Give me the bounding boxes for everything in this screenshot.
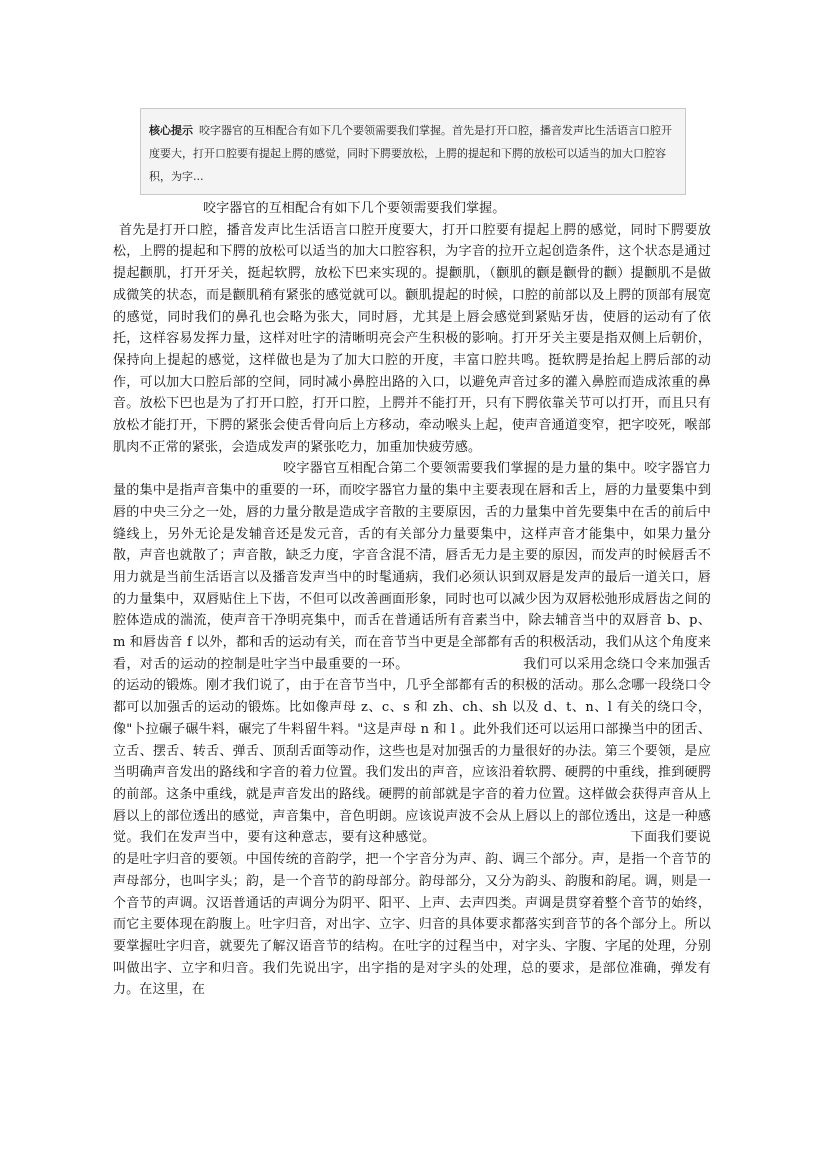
summary-text: 咬字器官的互相配合有如下几个要领需要我们掌握。首先是打开口腔，播音发声比生活语言口腔开度要大，打开口腔要有提起上腭的感觉，同时下腭要放松，上腭的提起和下腭的放松可以适当的加大口腔容积，为字... — [149, 124, 672, 183]
summary-label: 核心提示 — [149, 124, 193, 137]
paragraph-1: 首先是打开口腔，播音发声比生活语言口腔开度要大，打开口腔要有提起上腭的感觉，同时下腭要放松，上腭的提起和下腭的放松可以适当的加大口腔容积，为字音的拉开立起创造条件，这个状态是通过提起颧肌，打开牙关，挺起软腭，放松下巴来实现的。提颧肌，（颧肌的颧是颧骨的颧）提颧肌不是做成微笑的状态，而是颧肌稍有紧张的感觉就可以。颧肌提起的时候，口腔的前部以及上腭的顶部有展宽的感觉，同时我们的鼻孔也会略为张大，同时唇，尤其是上唇会感觉到紧贴牙齿，使唇的运动有了依托，这样容易发挥力量，这样对吐字的清晰明亮会产生积极的影响。打开牙关主要是指双侧上后朝价，保持向上提起的感觉，这样做也是为了加大口腔的开度，丰富口腔共鸣。挺软腭是抬起上腭后部的动作，可以加大口腔后部的空间，同时减小鼻腔出路的入口，以避免声音过多的灌入鼻腔而造成浓重的鼻音。放松下巴也是为了打开口腔，打开口腔，上腭并不能打开，只有下腭依靠关节可以打开，而且只有放松才能打开，下腭的紧张会使舌骨向后上方移动，牵动喉头上起，使声音通道变窄，把字咬死，喉部肌肉不正常的紧张，会造成发声的紧张吃力，加重加快疲劳感。 — [113, 222, 711, 455]
document-body — [113, 198, 711, 1001]
paragraph-2: 咬字器官互相配合第二个要领需要我们掌握的是力量的集中。咬字器官力量的集中是指声音集中的重要的一环，而咬字器官力量的集中主要表现在唇和舌上，唇的力量要集中到唇的中央三分之一处，唇的力量分散是造成字音散的主要原因，舌的力量集中首先要集中在舌的前后中缝线上，另外无论是发辅音还是发元音，舌的有关部分力量要集中，这样声音才能集中，如果力量分散，声音也就散了；声音散，缺乏力度，字音含混不清，唇舌无力是主要的原因，而发声的时候唇舌不用力就是当前生活语言以及播音发声当中的时髦通病，我们必须认识到双唇是发声的最后一道关口，唇的力量集中，双唇贴住上下齿，不但可以改善画面形象，同时也可以减少因为双唇松弛形成唇齿之间的腔体造成的湍流，使声音干净明亮集中，而舌在普通话所有音素当中，除去辅音当中的双唇音 b、p、m 和唇齿音 f 以外，都和舌的运动有关，而在音节当中更是全部都有舌的积极活动，我们从这个角度来看，对舌的运动的控制是吐字当中最重要的一环。 我们可以采用念绕口令来加强舌的运动的锻炼。刚才我们说了，由于在音节当中，几乎全部都有舌的积极的活动。那么念哪一段绕口令都可以加强舌的运动的锻炼。比如像声母 z、c、s 和 zh、ch、sh 以及 d、t、n、l 有关的绕口令，像"卜拉碾子碾牛料，碾完了牛料留牛料。"这是声母 n 和 l 。此外我们还可以运用口部操当中的团舌、立舌、摆舌、转舌、弹舌、顶刮舌面等动作，这些也是对加强舌的力量很好的办法。第三个要领，是应当明确声音发出的路线和字音的着力位置。我们发出的声音，应该沿着软腭、硬腭的中重线，推到硬腭的前部。这条中重线，就是声音发出的路线。硬腭的前部就是字音的着力位置。这样做会获得声音从上唇以上的部位透出的感觉，声音集中，音色明朗。应该说声波不会从上唇以上的部位透出，这是一种感觉。我们在发声当中，要有这种意志，要有这种感觉。 下面我们要说的是吐字归音的要领。中国传统的音韵学，把一个字音分为声、韵、调三个部分。声，是指一个音节的声母部分，也叫字头；韵，是一个音节的韵母部分。韵母部分，又分为韵头、韵腹和韵尾。调，则是一个音节的声调。汉语普通话的声调分为阴平、阳平、上声、去声四类。声调是贯穿着整个音节的始终，而它主要体现在韵腹上。吐字归音，对出字、立字、归音的具体要求都落实到音节的各个部分上。所以要掌握吐字归音，就要先了解汉语音节的结构。在吐字的过程当中，对字头、字腹、字尾的处理，分别叫做出字、立字和归音。我们先说出字，出字指的是对字头的处理，总的要求，是部位准确，弹发有力。在这里，在 — [113, 461, 711, 998]
document-title: 咬字器官的互相配合有如下几个要领需要我们掌握。 — [203, 201, 506, 216]
summary-box — [140, 108, 686, 195]
